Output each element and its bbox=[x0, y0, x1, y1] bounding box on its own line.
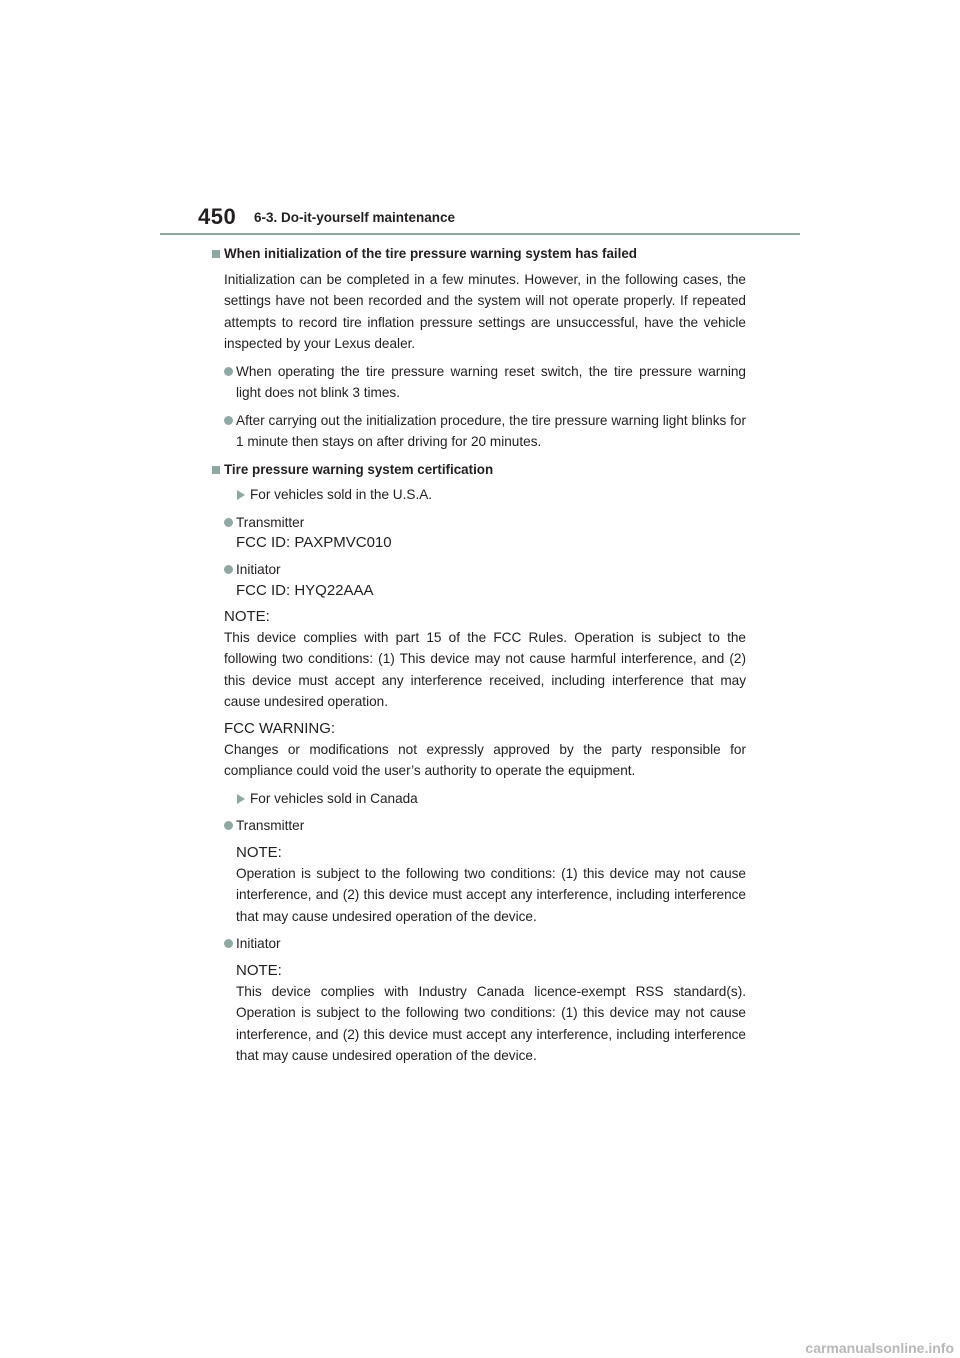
list-item: Initiator FCC ID: HYQ22AAA bbox=[224, 559, 746, 601]
page-content bbox=[212, 243, 746, 1073]
arrow-right-icon bbox=[237, 490, 245, 500]
fcc-warning: FCC WARNING: Changes or modifications not expressly approved by the party responsible for compliance could void the user’s authority to operate the equipment. bbox=[224, 719, 746, 778]
list-item: Transmitter bbox=[224, 815, 746, 837]
page-number: 450 bbox=[198, 204, 237, 229]
watermark-logo: carmanualsonline.info bbox=[805, 1340, 954, 1356]
list-item: Transmitter FCC ID: PAXPMVC010 bbox=[224, 512, 746, 554]
list-item: After carrying out the initialization procedure, the tire pressure warning light blinks for 1 minute then stays on after driving for 20 minutes. bbox=[224, 410, 746, 453]
list-item: Initiator bbox=[224, 933, 746, 955]
canada-initiator-note: NOTE: This device complies with Industry Canada licence-exempt RSS standard(s). Operation is subject to the following two conditions: (1) this device may not cause interference, and (2) this device must accept any interference, including interference that may cause undesired operation of the device. bbox=[236, 961, 746, 1063]
square-bullet-icon bbox=[212, 250, 220, 258]
canada-transmitter-note: NOTE: Operation is subject to the following two conditions: (1) this device may not cause interference, and (2) this device must accept any interference, including interference that may cause undesired operation of the device. bbox=[236, 843, 746, 924]
circle-bullet-icon bbox=[224, 821, 233, 830]
circle-bullet-icon bbox=[224, 367, 233, 376]
usa-subheading: For vehicles sold in the U.S.A. bbox=[236, 484, 746, 506]
circle-bullet-icon bbox=[224, 939, 233, 948]
fcc-note: NOTE: This device complies with part 15 of the FCC Rules. Operation is subject to the following two conditions: (1) This device may not cause harmful interference, and (2) this device must accept any interference received, including interference that may cause undesired operation. bbox=[224, 607, 746, 709]
circle-bullet-icon bbox=[224, 565, 233, 574]
square-bullet-icon bbox=[212, 466, 220, 474]
section-title: 6-3. Do-it-yourself maintenance bbox=[254, 210, 456, 225]
initiator-fcc-id: FCC ID: HYQ22AAA bbox=[236, 581, 374, 599]
circle-bullet-icon bbox=[224, 518, 233, 527]
heading-init-failed: When initialization of the tire pressure warning system has failed bbox=[212, 243, 746, 265]
transmitter-fcc-id: FCC ID: PAXPMVC010 bbox=[236, 534, 392, 551]
init-failed-paragraph: Initialization can be completed in a few minutes. However, in the following cases, the settings have not been recorded and the system will not operate properly. If repeated attempts to record tire inflation pressure settings are unsuccessful, have the vehicle inspected by your Lexus dealer. bbox=[224, 271, 746, 351]
arrow-right-icon bbox=[237, 794, 245, 804]
header-rule bbox=[160, 233, 800, 235]
canada-subheading: For vehicles sold in Canada bbox=[236, 788, 746, 810]
heading-certification: Tire pressure warning system certification bbox=[212, 459, 746, 481]
list-item: When operating the tire pressure warning reset switch, the tire pressure warning light does not blink 3 times. bbox=[224, 361, 746, 404]
circle-bullet-icon bbox=[224, 416, 233, 425]
